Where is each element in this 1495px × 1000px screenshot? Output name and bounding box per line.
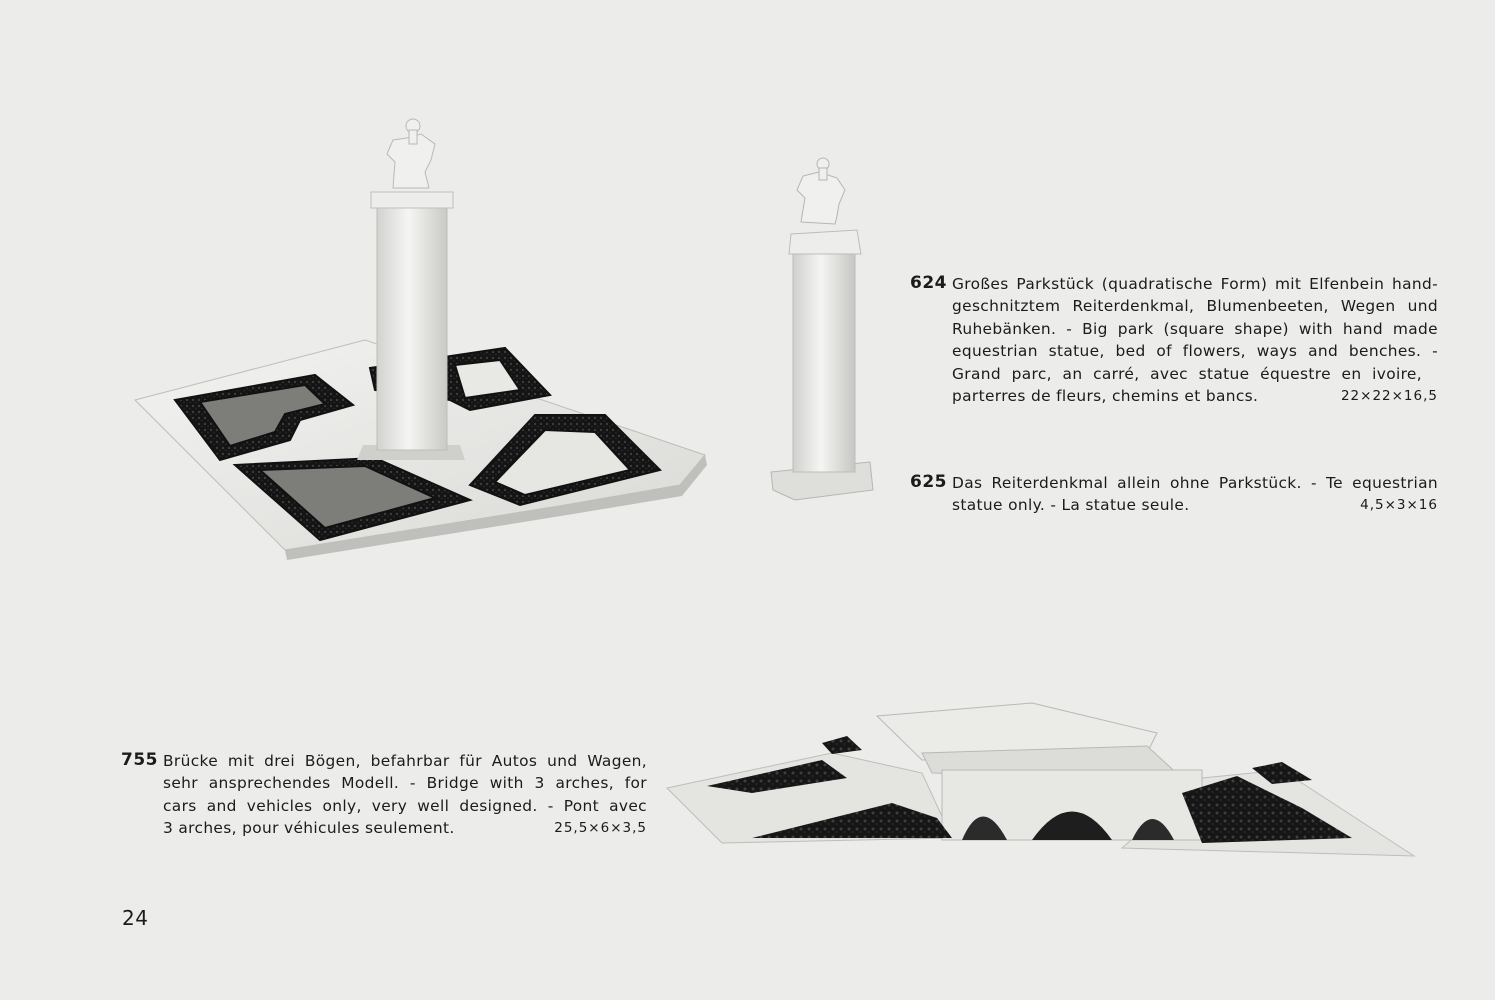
description-line: sehr ansprechendes Modell. - Bridge with 3 arches, for — [163, 774, 647, 793]
description-line: Das Reiterdenkmal allein ohne Parkstück. - Te equestrian — [952, 474, 1438, 492]
description-line: equestrian statue, bed of flowers, ways and benches. - — [952, 342, 1438, 361]
description-line-with-dimensions — [163, 817, 647, 839]
description-line: cars and vehicles only, very well designed. - Pont avec — [163, 796, 647, 815]
description-line-with-dimensions — [952, 385, 1438, 407]
catalog-entry-755 — [121, 750, 647, 842]
catalog-entry-624 — [910, 273, 1438, 409]
description-text: parterres de fleurs, chemins et bancs. — [952, 386, 1259, 405]
description-text: statue only. - La statue seule. — [952, 496, 1190, 515]
dimensions: 22×22×16,5 — [1340, 387, 1438, 404]
page-number: 24 — [122, 906, 149, 930]
dimensions: 25,5×6×3,5 — [554, 820, 647, 837]
catalog-entry-625 — [910, 472, 1438, 518]
item-number: 624 — [910, 273, 947, 293]
description-line: Ruhebänken. - Big park (square shape) with hand made — [952, 319, 1438, 338]
description-text: 3 arches, pour véhicules seulement. — [163, 819, 455, 838]
bridge-model-photo — [662, 698, 1422, 863]
item-number: 625 — [910, 472, 947, 492]
description-line: Großes Parkstück (quadratische Form) mit Elfenbein hand- — [952, 275, 1438, 293]
park-model-photo — [125, 110, 725, 570]
description-line: Brücke mit drei Bögen, befahrbar für Autos und Wagen, — [163, 752, 647, 770]
description-line-with-dimensions — [952, 494, 1438, 516]
dimensions: 4,5×3×16 — [1360, 497, 1438, 514]
item-number: 755 — [121, 750, 158, 770]
statue-model-photo — [765, 150, 880, 505]
description-line: geschnitztem Reiterdenkmal, Blumenbeeten, Wegen und — [952, 297, 1438, 316]
description-line: Grand parc, an carré, avec statue équestre en ivoire, — [952, 364, 1422, 383]
